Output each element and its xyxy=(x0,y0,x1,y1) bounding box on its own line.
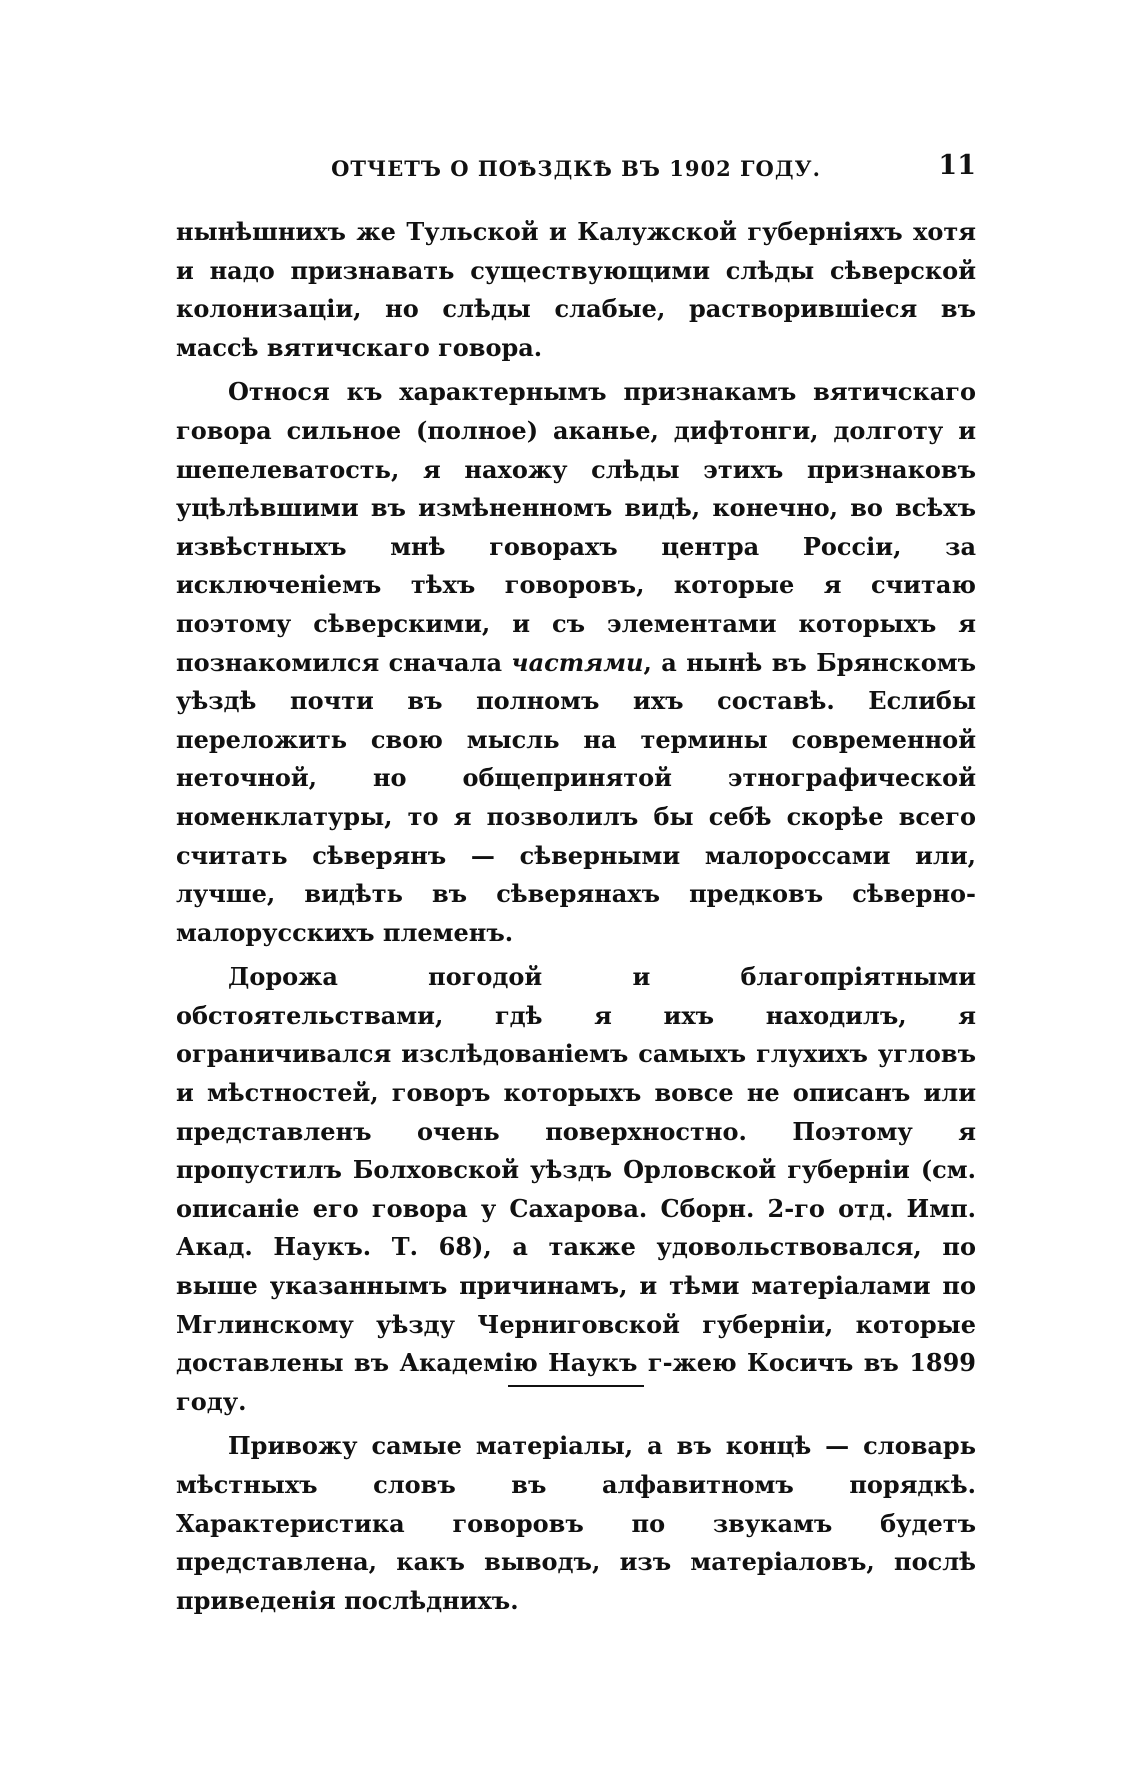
running-title: ОТЧЕТЪ О ПОѢЗДКѢ ВЪ 1902 ГОДУ. xyxy=(331,156,821,181)
paragraph-2 xyxy=(176,373,976,952)
paragraph-2-italic-word: частями xyxy=(511,647,644,677)
body-text xyxy=(176,213,976,1620)
page-number: 11 xyxy=(938,150,976,181)
paragraph-3: Дорожа погодой и благопріятными обстоятельствами, гдѣ я ихъ находилъ, я ограничивался изслѣдованіемъ самыхъ глухихъ угловъ и мѣстностей, говоръ которыхъ вовсе не описанъ или представленъ очень поверхностно. Поэтому я пропустилъ Болховской уѣздъ Орловской губерніи (см. описаніе его говора у Сахарова. Сборн. 2-го отд. Имп. Акад. Наукъ. Т. 68), а также удовольствовался, по выше указаннымъ причинамъ, и тѣми матеріалами по Мглинскому уѣзду Черниговской губерніи, которые доставлены въ Академію Наукъ г-жею Косичъ въ 1899 году. xyxy=(176,962,976,1416)
paragraph-4: Привожу самые матеріалы, а въ концѣ — словарь мѣстныхъ словъ въ алфавитномъ порядкѣ. Характеристика говоровъ по звукамъ будетъ представлена, какъ выводъ, изъ матеріаловъ, послѣ приведенія послѣднихъ. xyxy=(176,1431,976,1615)
page-header xyxy=(176,150,976,190)
paragraph-1: нынѣшнихъ же Тульской и Калужской губерніяхъ хотя и надо признавать существующими слѣды сѣверской колонизаціи, но слѣды слабые, растворившіеся въ массѣ вятичскаго говора. xyxy=(176,217,976,362)
section-end-rule xyxy=(508,1385,644,1387)
paragraph-2-part-a: Относя къ характернымъ признакамъ вятичскаго говора сильное (полное) аканье, дифтонги, долготу и шепелеватость, я нахожу слѣды этихъ признаковъ уцѣлѣвшими въ измѣненномъ видѣ, конечно, во всѣхъ извѣстныхъ мнѣ говорахъ центра Россіи, за исключеніемъ тѣхъ говоровъ, которые я считаю поэтому сѣверскими, и съ элементами которыхъ я познакомился сначала xyxy=(176,377,976,677)
paragraph-2-part-b: , а нынѣ въ Брянскомъ уѣздѣ почти въ полномъ ихъ составѣ. Еслибы переложить свою мысль на термины современной неточной, но общепринятой этнографической номенклатуры, то я позволилъ бы себѣ скорѣе всего считать сѣверянъ — сѣверными малороссами или, лучше, видѣть въ сѣверянахъ предковъ сѣверно-малорусскихъ племенъ. xyxy=(176,647,976,947)
